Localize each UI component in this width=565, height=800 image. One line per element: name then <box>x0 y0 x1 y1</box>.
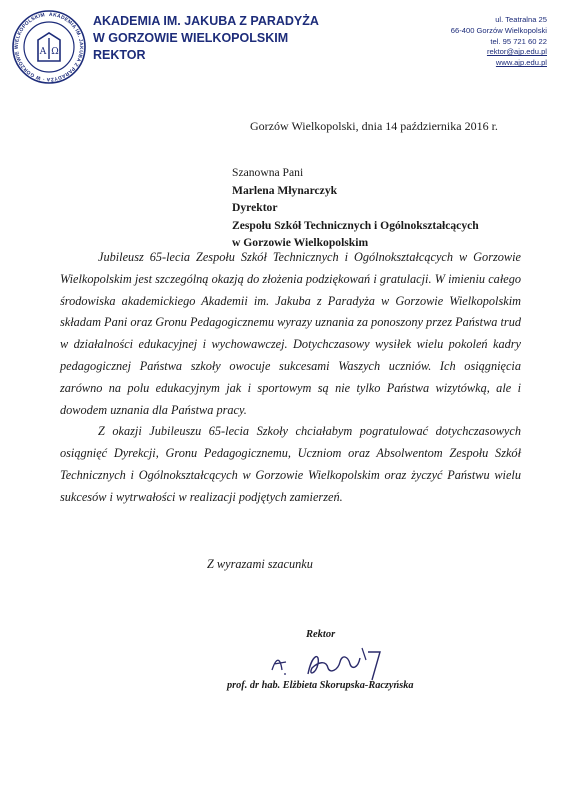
contact-email-link[interactable]: rektor@ajp.edu.pl <box>486 47 547 57</box>
recipient-title: Dyrektor <box>232 201 278 215</box>
body-paragraph-2: Z okazji Jubileuszu 65-lecia Szkoły chciałabym pogratulować dotychczasowych osiągnięć Dyrekcji, Gronu Pedagogicznemu, Uczniom oraz Absolwentom Zespołu Szkół Technicznych i Ogólnokształcących w Gorzowie Wielkopolskim oraz życzyć Państwu wielu sukcesów i wytrwałości w realizacji podjętych zamierzeń. <box>60 424 521 504</box>
contact-phone: tel. 95 721 60 22 <box>490 36 547 46</box>
recipient-block <box>232 164 479 252</box>
institution-line-3: REKTOR <box>93 48 146 62</box>
svg-text:Ω: Ω <box>51 47 59 57</box>
svg-text:AKADEMIA IM. JAKUBA Z PARADYŻA: AKADEMIA IM. JAKUBA Z PARADYŻA · W GORZOWIE WIELKOPOLSKIM <box>13 11 84 83</box>
recipient-name: Marlena Młynarczyk <box>232 183 338 197</box>
academy-seal-logo <box>11 9 87 85</box>
contact-street: ul. Teatralna 25 <box>495 15 547 24</box>
contact-city: 66-400 Gorzów Wielkopolski <box>450 25 547 35</box>
institution-line-2: W GORZOWIE WIELKOPOLSKIM <box>93 31 289 45</box>
recipient-city: w Gorzowie Wielkopolskim <box>232 236 369 250</box>
recipient-salutation: Szanowna Pani <box>232 166 304 179</box>
svg-text:A: A <box>39 47 47 57</box>
institution-line-1: AKADEMIA IM. JAKUBA Z PARADYŻA <box>93 14 319 28</box>
recipient-school: Zespołu Szkół Technicznych i Ogólnokształcących <box>232 218 479 232</box>
signer-role: Rektor <box>306 629 336 640</box>
letter-date: Gorzów Wielkopolski, dnia 14 października 2016 r. <box>250 119 498 133</box>
letter-body <box>60 247 521 509</box>
closing-phrase: Z wyrazami szacunku <box>207 557 313 571</box>
contact-block <box>347 15 547 69</box>
body-paragraph-1: Jubileusz 65-lecia Zespołu Szkół Technicznych i Ogólnokształcących w Gorzowie Wielkopolskim jest szczególną okazją do złożenia podziękowań i gratulacji. W imieniu całego środowiska akademickiego Akademii im. Jakuba z Paradyża w Gorzowie Wielkopolskim składam Pani oraz Gronu Pedagogicznemu wyrazy uznania za ponoszony przez Państwa trud w działalności edukacyjnej i wychowawczej. Dotychczasowy wysiłek wielu pokoleń kadry pedagogicznej Państwa szkoły owocuje sukcesami Waszych uczniów. Ich osiągnięcia zarówno na polu edukacyjnym jak i sportowym są nie tylko Państwa wizytówką, ale i dowodem uznania dla Państwa pracy. <box>60 250 522 417</box>
signer-name: prof. dr hab. Elżbieta Skorupska-Raczyńska <box>227 680 414 691</box>
contact-website-link[interactable]: www.ajp.edu.pl <box>495 58 547 68</box>
institution-name <box>93 13 363 64</box>
